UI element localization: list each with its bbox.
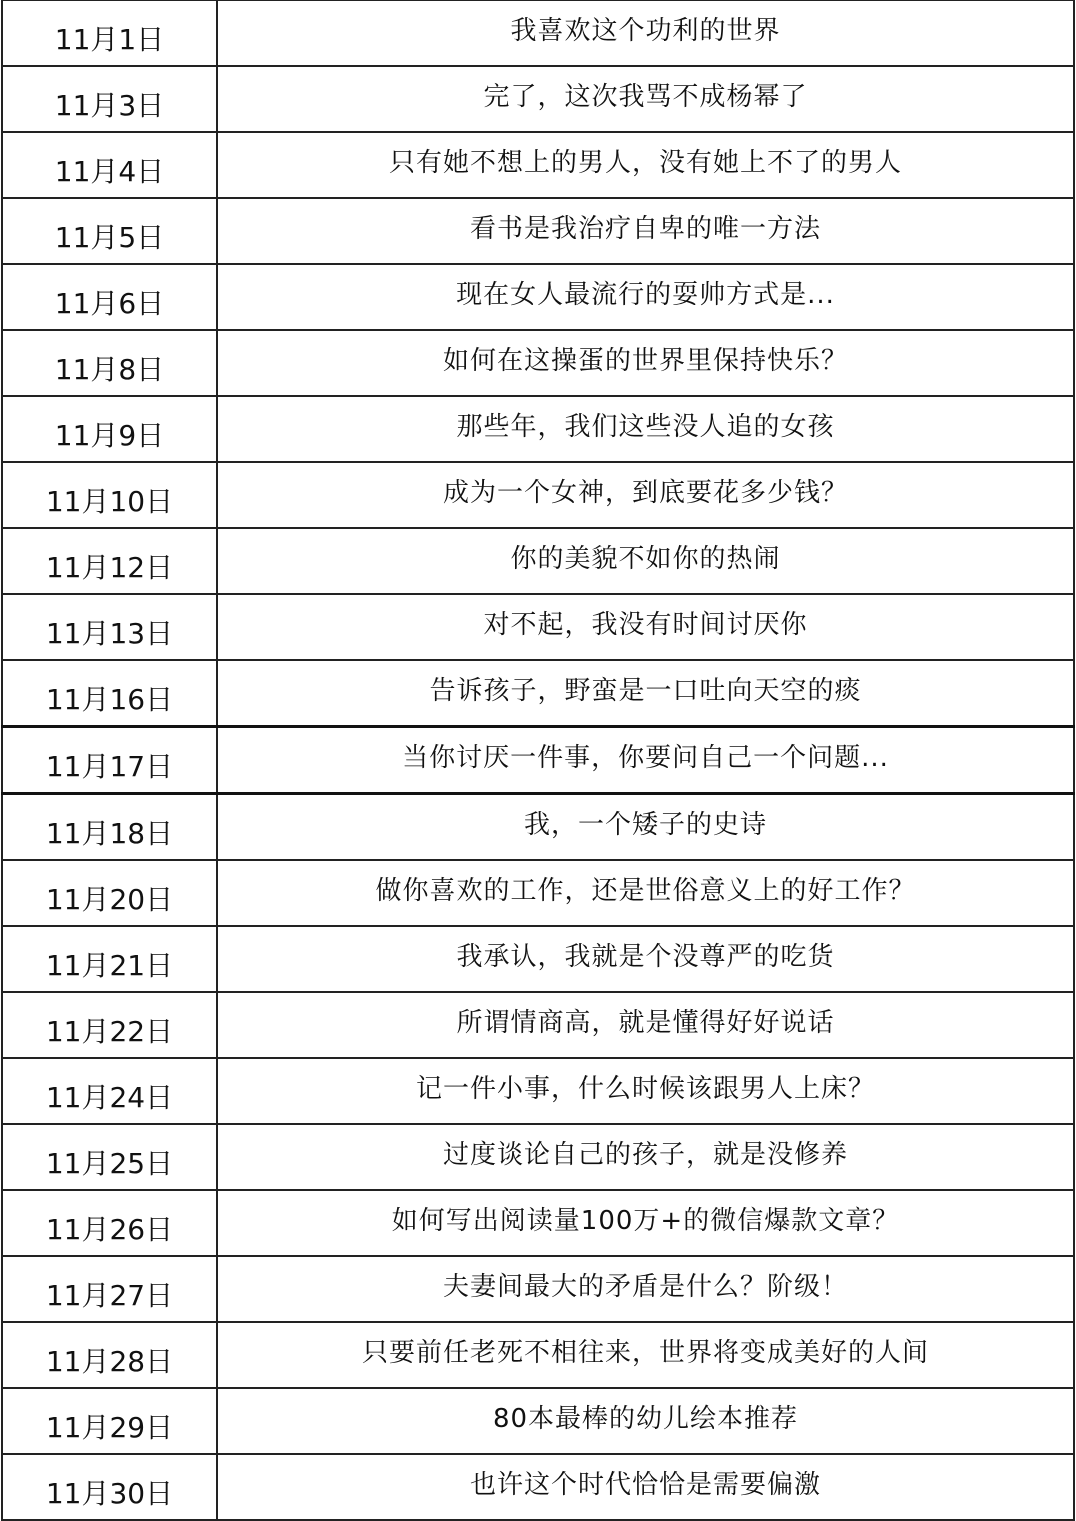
title-cell: 现在女人最流行的耍帅方式是... <box>217 264 1074 330</box>
title-cell: 当你讨厌一件事，你要问自己一个问题... <box>217 727 1074 794</box>
schedule-table <box>1 0 1075 1521</box>
title-cell: 80本最棒的幼儿绘本推荐 <box>217 1388 1074 1454</box>
title-cell: 告诉孩子，野蛮是一口吐向天空的痰 <box>217 660 1074 727</box>
title-cell: 也许这个时代恰恰是需要偏激 <box>217 1454 1074 1520</box>
table-row <box>2 727 1074 794</box>
title-cell: 那些年，我们这些没人追的女孩 <box>217 396 1074 462</box>
title-cell: 做你喜欢的工作，还是世俗意义上的好工作？ <box>217 860 1074 926</box>
date-cell: 11月12日 <box>2 528 217 594</box>
date-cell: 11月25日 <box>2 1124 217 1190</box>
table-row <box>2 396 1074 462</box>
date-cell: 11月8日 <box>2 330 217 396</box>
table-row <box>2 926 1074 992</box>
table-row <box>2 1 1074 67</box>
title-cell: 你的美貌不如你的热闹 <box>217 528 1074 594</box>
date-cell: 11月28日 <box>2 1322 217 1388</box>
date-cell: 11月10日 <box>2 462 217 528</box>
date-cell: 11月3日 <box>2 66 217 132</box>
date-cell: 11月1日 <box>2 1 217 67</box>
table-row <box>2 860 1074 926</box>
title-cell: 记一件小事，什么时候该跟男人上床？ <box>217 1058 1074 1124</box>
table-row <box>2 992 1074 1058</box>
date-cell: 11月29日 <box>2 1388 217 1454</box>
title-cell: 如何写出阅读量100万+的微信爆款文章？ <box>217 1190 1074 1256</box>
table-row <box>2 1322 1074 1388</box>
title-cell: 对不起，我没有时间讨厌你 <box>217 594 1074 660</box>
date-cell: 11月22日 <box>2 992 217 1058</box>
table-row <box>2 1454 1074 1520</box>
date-cell: 11月17日 <box>2 727 217 794</box>
date-cell: 11月20日 <box>2 860 217 926</box>
date-cell: 11月26日 <box>2 1190 217 1256</box>
table-row <box>2 1058 1074 1124</box>
date-cell: 11月27日 <box>2 1256 217 1322</box>
table-row <box>2 462 1074 528</box>
table-row <box>2 1190 1074 1256</box>
title-cell: 过度谈论自己的孩子，就是没修养 <box>217 1124 1074 1190</box>
title-cell: 我承认，我就是个没尊严的吃货 <box>217 926 1074 992</box>
table-row <box>2 1124 1074 1190</box>
date-cell: 11月24日 <box>2 1058 217 1124</box>
table-row <box>2 66 1074 132</box>
title-cell: 只有她不想上的男人，没有她上不了的男人 <box>217 132 1074 198</box>
table-row <box>2 264 1074 330</box>
title-cell: 我，一个矮子的史诗 <box>217 794 1074 861</box>
date-cell: 11月6日 <box>2 264 217 330</box>
title-cell: 所谓情商高，就是懂得好好说话 <box>217 992 1074 1058</box>
title-cell: 成为一个女神，到底要花多少钱？ <box>217 462 1074 528</box>
date-cell: 11月4日 <box>2 132 217 198</box>
title-cell: 只要前任老死不相往来，世界将变成美好的人间 <box>217 1322 1074 1388</box>
title-cell: 看书是我治疗自卑的唯一方法 <box>217 198 1074 264</box>
table-row <box>2 594 1074 660</box>
title-cell: 我喜欢这个功利的世界 <box>217 1 1074 67</box>
date-cell: 11月13日 <box>2 594 217 660</box>
date-cell: 11月5日 <box>2 198 217 264</box>
table-row <box>2 198 1074 264</box>
table-row <box>2 330 1074 396</box>
title-cell: 夫妻间最大的矛盾是什么？阶级！ <box>217 1256 1074 1322</box>
date-cell: 11月16日 <box>2 660 217 727</box>
table-row <box>2 660 1074 727</box>
date-cell: 11月30日 <box>2 1454 217 1520</box>
title-cell: 完了，这次我骂不成杨幂了 <box>217 66 1074 132</box>
title-cell: 如何在这操蛋的世界里保持快乐？ <box>217 330 1074 396</box>
table-row <box>2 1256 1074 1322</box>
date-cell: 11月21日 <box>2 926 217 992</box>
table-row <box>2 132 1074 198</box>
table-row <box>2 528 1074 594</box>
date-cell: 11月9日 <box>2 396 217 462</box>
table-row <box>2 1388 1074 1454</box>
table-row <box>2 794 1074 861</box>
date-cell: 11月18日 <box>2 794 217 861</box>
